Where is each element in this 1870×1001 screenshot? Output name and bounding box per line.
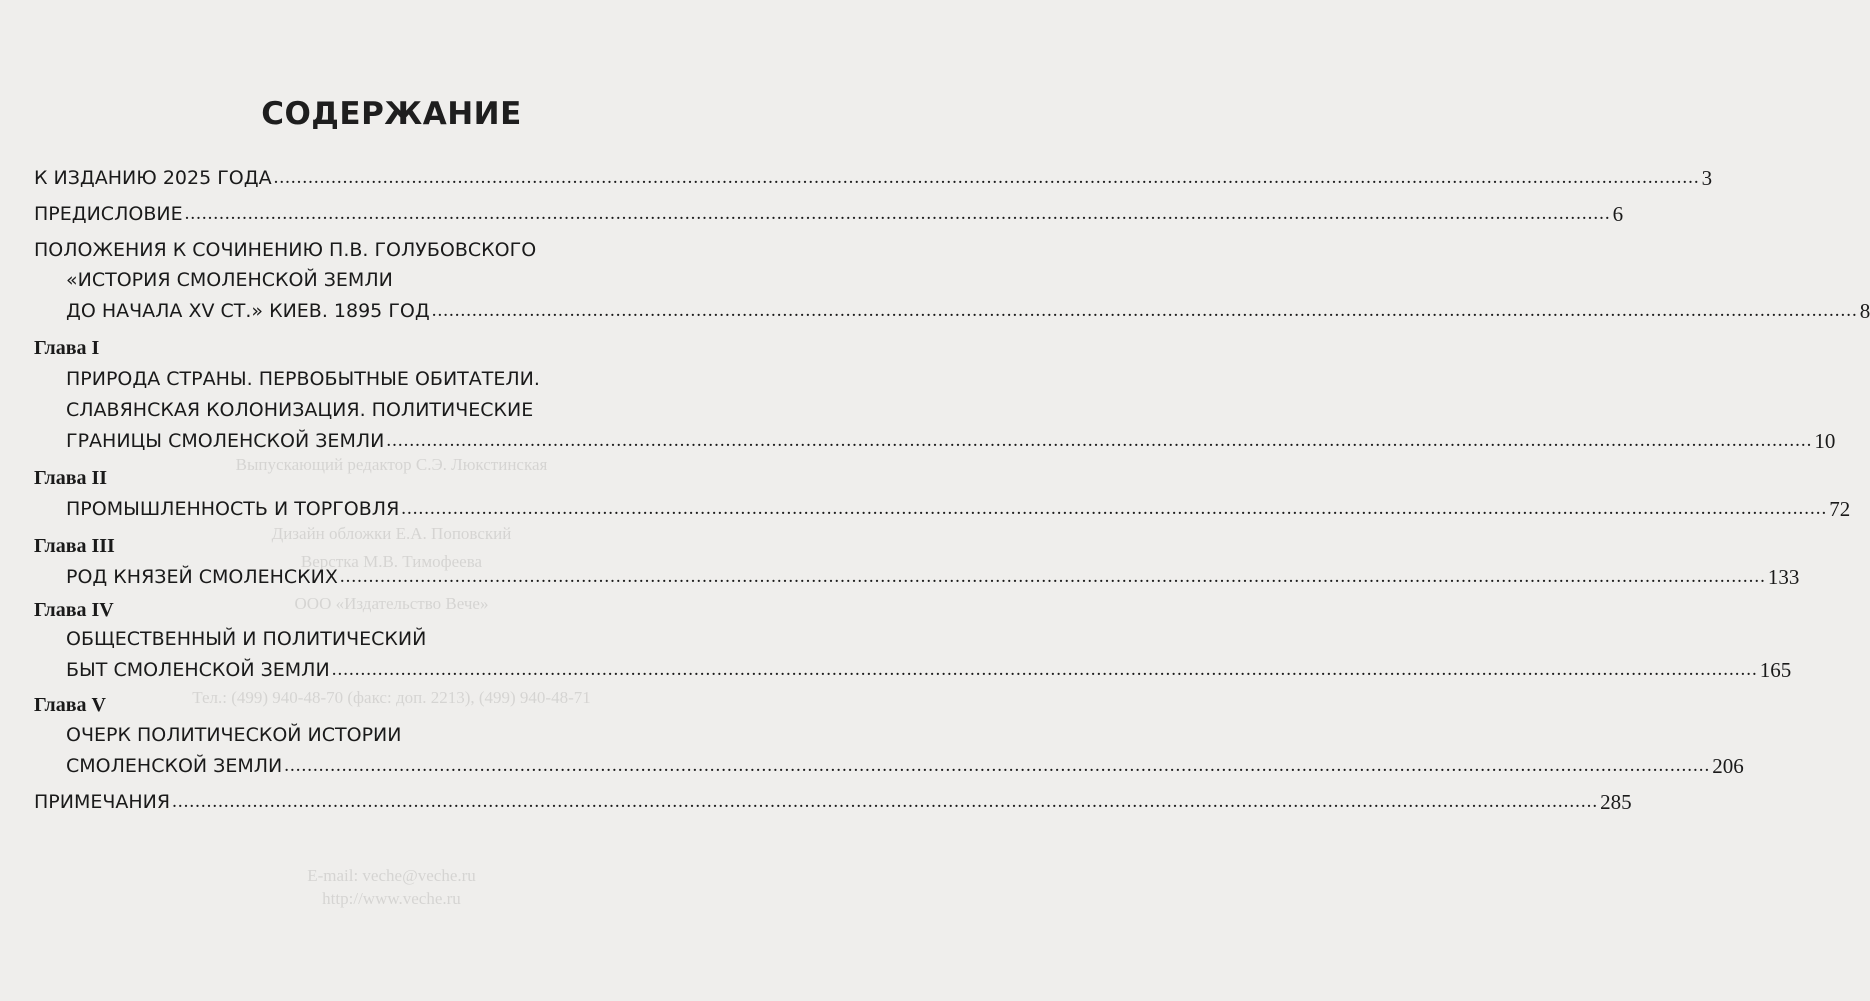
toc-entry-title: ПРИМЕЧАНИЯ [34, 791, 171, 813]
toc-entry[interactable] [34, 785, 1632, 819]
toc-entry-line [66, 718, 724, 752]
toc-page-number: 72 [1829, 497, 1851, 521]
chapter-label: Глава I [34, 337, 100, 359]
toc-entry-title: ДО НАЧАЛА XV СТ.» КИЕВ. 1895 ГОД [66, 300, 430, 322]
bleed-through-line: Дизайн обложки Е.А. Поповский [271, 524, 512, 543]
toc-entry-title: СМОЛЕНСКОЙ ЗЕМЛИ [66, 755, 283, 777]
toc-entry[interactable] [66, 294, 1870, 328]
toc-entry[interactable] [66, 424, 1836, 458]
toc-entry-title: РОД КНЯЗЕЙ СМОЛЕНСКИХ [66, 566, 338, 588]
toc-page-number: 285 [1600, 790, 1632, 814]
dot-leader: ........................................................................................................................................................................................................................................................ [331, 659, 1758, 680]
toc-entry-title: СЛАВЯНСКАЯ КОЛОНИЗАЦИЯ. ПОЛИТИЧЕСКИЕ [66, 399, 534, 421]
toc-entry-line [66, 393, 724, 427]
bleed-through-line: Тел.: (499) 940-48-70 (факс: доп. 2213), (499) 940-48-71 [192, 688, 591, 707]
toc-entry[interactable] [34, 197, 1624, 231]
toc-page-number: 206 [1712, 754, 1744, 778]
toc-entry-title: ПРИРОДА СТРАНЫ. ПЕРВОБЫТНЫЕ ОБИТАТЕЛИ. [66, 368, 540, 390]
chapter-label: Глава II [34, 467, 108, 489]
chapter-label: Глава V [34, 694, 106, 716]
toc-entry-title: ПРОМЫШЛЕННОСТЬ И ТОРГОВЛЯ [66, 498, 400, 520]
dot-leader: ........................................................................................................................................................................................................................................................ [273, 167, 1700, 188]
toc-page-number: 3 [1701, 166, 1713, 190]
toc-entry[interactable] [66, 749, 1744, 783]
toc-entry-title: ОБЩЕСТВЕННЫЙ И ПОЛИТИЧЕСКИЙ [66, 628, 427, 650]
toc-entry-title: ПОЛОЖЕНИЯ К СОЧИНЕНИЮ П.В. ГОЛУБОВСКОГО [34, 239, 537, 261]
toc-entry-title: «ИСТОРИЯ СМОЛЕНСКОЙ ЗЕМЛИ [66, 269, 393, 291]
dot-leader: ........................................................................................................................................................................................................................................................ [386, 430, 1813, 451]
toc-entry-title: БЫТ СМОЛЕНСКОЙ ЗЕМЛИ [66, 659, 330, 681]
toc-entry-title: К ИЗДАНИЮ 2025 ГОДА [34, 167, 272, 189]
toc-entry[interactable] [66, 653, 1792, 687]
bleed-through-line: http://www.veche.ru [322, 889, 461, 908]
toc-entry-line [66, 622, 724, 656]
toc-entry-title: ГРАНИЦЫ СМОЛЕНСКОЙ ЗЕМЛИ [66, 430, 385, 452]
chapter-label: Глава III [34, 535, 115, 557]
bleed-through-line: E-mail: veche@veche.ru [307, 866, 476, 885]
page-title: СОДЕРЖАНИЕ [261, 96, 522, 132]
bleed-through-line: ООО «Издательство Вече» [294, 594, 489, 613]
toc-entry-title: ОЧЕРК ПОЛИТИЧЕСКОЙ ИСТОРИИ [66, 724, 402, 746]
dot-leader: ........................................................................................................................................................................................................................................................ [172, 791, 1599, 812]
toc-page-number: 165 [1759, 658, 1792, 682]
toc-entry-title: ПРЕДИСЛОВИЕ [34, 203, 183, 225]
toc-entry[interactable] [66, 492, 1851, 526]
dot-leader: ........................................................................................................................................................................................................................................................ [401, 498, 1828, 519]
dot-leader: ........................................................................................................................................................................................................................................................ [339, 566, 1766, 587]
bleed-through-line: Выпускающий редактор С.Э. Люкстинская [235, 455, 548, 474]
toc-entry[interactable] [34, 161, 1713, 195]
toc-entry-line [66, 263, 724, 297]
toc-page-number: 6 [1612, 202, 1624, 226]
dot-leader: ........................................................................................................................................................................................................................................................ [184, 203, 1611, 224]
dot-leader: ........................................................................................................................................................................................................................................................ [431, 300, 1858, 321]
dot-leader: ........................................................................................................................................................................................................................................................ [284, 755, 1711, 776]
bleed-through-line: Верстка М.В. Тимофеева [300, 552, 483, 571]
toc-entry[interactable] [66, 560, 1800, 594]
toc-page-number: 133 [1767, 565, 1800, 589]
chapter-label: Глава IV [34, 599, 114, 621]
toc-entry-line [66, 362, 724, 396]
toc-entry-line [34, 233, 724, 267]
toc-page-number: 10 [1814, 429, 1836, 453]
toc-page-number: 8 [1859, 299, 1870, 323]
